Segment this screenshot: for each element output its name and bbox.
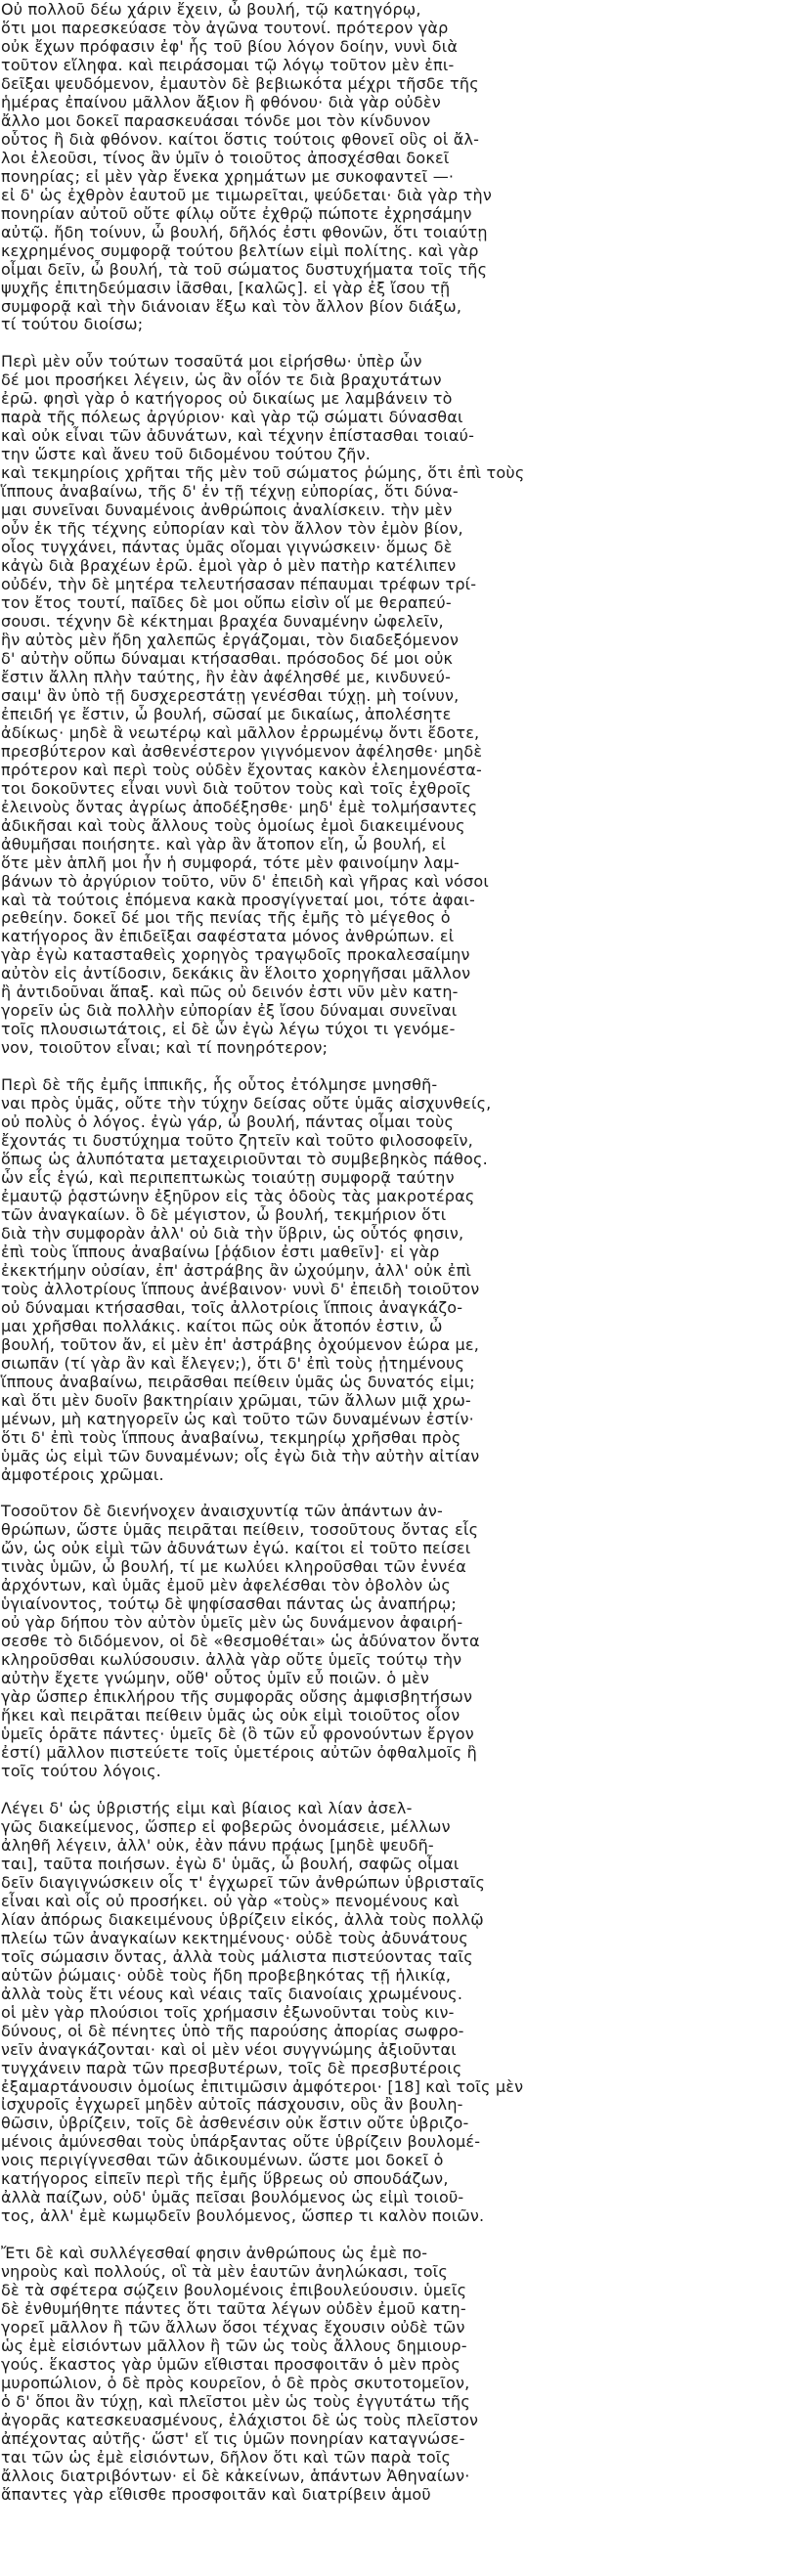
text-line: ἀγορᾶς κατεσκευασμένους, ἐλάχιστοι δὲ ὡς τοὺς πλεῖστον	[1, 2410, 479, 2429]
text-line: τον ἔτος τουτί, παῖδες δὲ μοι οὔπω εἰσὶν οἵ με θεραπεύ-	[1, 593, 452, 612]
text-line: σιωπᾶν (τί γὰρ ἂν καὶ ἔλεγεν;), ὅτι δ' ἐπὶ τοὺς ᾐτημένους	[1, 1353, 465, 1373]
text-line: ἀδίκως· μηδὲ ἃ νεωτέρῳ καὶ μᾶλλον ἐρρωμένῳ ὄντι ἔδοτε,	[1, 722, 480, 742]
text-line: τοὺς ἀλλοτρίους ἵππους ἀνέβαινον· νυνὶ δ' ἐπειδὴ τοιοῦτον	[1, 1279, 480, 1298]
text-line: νηροὺς καὶ πολλούς, οἳ τὰ μὲν ἑαυτῶν ἀνηλώκασι, τοῖς	[1, 2262, 448, 2282]
text-line: θρώπων, ὥστε ὑμᾶς πειρᾶται πείθειν, τοσοῦτους ὄντας εἷς	[1, 1520, 479, 1540]
text-line: θῶσιν, ὑβρίζειν, τοῖς δὲ ἀσθενέσιν οὐκ ἔστιν οὔτε ὑβριζο-	[1, 2114, 469, 2133]
text-line: ἀληθῆ λέγειν, ἀλλ' οὐκ, ἐὰν πάνυ πρᾴως [μηδὲ ψευδῆ-	[1, 1835, 434, 1855]
text-line: ὅτε μὲν ἁπλῆ μοι ἦν ἡ συμφορά, τότε μὲν φαινοίμην λαμ-	[1, 852, 460, 872]
text-line: την ὥστε καὶ ἄνευ τοῦ διδομένου τούτου ζῆν.	[1, 445, 372, 464]
text-line: ὅτι δ' ἐπὶ τοὺς ἵππους ἀναβαίνω, τεκμηρίῳ χρῆσθαι πρὸς	[1, 1427, 461, 1447]
text-line: οἱ μὲν γὰρ πλούσιοι τοῖς χρήμασιν ἐξωνοῦνται τοὺς κιν-	[1, 2002, 455, 2022]
text-line: γορεῖν ὡς διὰ πολλὴν εὐπορίαν ἐξ ἴσου δύναμαι συνεῖναι	[1, 1001, 458, 1021]
text-line: ρεθείην. δοκεῖ δέ μοι τῆς πενίας τῆς ἐμῆς τὸ μέγεθος ὁ	[1, 908, 451, 928]
text-line: ὅτι μοι παρεσκεύασε τὸν ἀγῶνα τουτονί. πρότερον γὰρ	[1, 18, 449, 37]
text-line: νον, τοιοῦτον εἶναι; καὶ τί πονηρότερον;	[1, 1038, 329, 1058]
text-line: ἀθυμῆσαι ποιήσητε. καὶ γὰρ ἂν ἄτοπον εἴη, ὦ βουλή, εἰ	[1, 834, 447, 853]
text-line: ἐπὶ τοὺς ἵππους ἀναβαίνω [ῥᾴδιον ἐστι μαθεῖν]· εἰ γὰρ	[1, 1242, 440, 1261]
text-line: βουλή, τοῦτον ἄν, εἰ μὲν ἐπ' ἀστράβης ὀχούμενον ἑώρα με,	[1, 1334, 480, 1354]
text-line: καὶ οὐκ εἶναι τῶν ἀδυνάτων, καὶ τέχνην ἐπίστασθαι τοιαύ-	[1, 426, 475, 446]
text-line: ὡς ἐμὲ εἰσιόντων μᾶλλον ἢ τῶν ὡς τοὺς ἄλλους δημιουρ-	[1, 2336, 467, 2356]
paragraph	[1, 0, 790, 333]
text-line: γὰρ ἐγὼ κατασταθεὶς χορηγὸς τραγῳδοῖς προκαλεσαίμην	[1, 945, 470, 965]
paragraph	[1, 1799, 790, 2225]
text-line: λοι ἐλεοῦσι, τίνος ἂν ὑμῖν ὁ τοιοῦτος ἀποσχέσθαι δοκεῖ	[1, 148, 450, 167]
text-line: οὐ γὰρ δήπου τὸν αὐτὸν ὑμεῖς μὲν ὡς δυνάμενον ἀφαιρή-	[1, 1613, 463, 1633]
text-line: μένων, μὴ κατηγορεῖν ὡς καὶ τοῦτο τῶν δυναμένων ἐστίν·	[1, 1409, 474, 1428]
text-line: τοῖς πλουσιωτάτοις, εἰ δὲ ὧν ἐγὼ λέγω τύχοι τι γενόμε-	[1, 1020, 456, 1039]
text-line: βάνων τὸ ἀργύριον τοῦτο, νῦν δ' ἐπειδὴ καὶ γῆρας καὶ νόσοι	[1, 871, 489, 891]
text-line: ἡμέρας ἐπαίνου μᾶλλον ἄξιον ἢ φθόνου· διὰ γὰρ οὐδὲν	[1, 92, 441, 111]
text-line: δέ μοι προσήκει λέγειν, ὡς ἂν οἷόν τε διὰ βραχυτάτων	[1, 371, 442, 390]
text-line: αὐτῷ. ἤδη τοίνυν, ὦ βουλή, δῆλός ἐστι φθονῶν, ὅτι τοιαύτῃ	[1, 222, 488, 241]
paragraph	[1, 1502, 790, 1780]
text-line: Περὶ μὲν οὖν τούτων τοσαῦτά μοι εἰρήσθω· ὑπὲρ ὧν	[1, 352, 422, 371]
text-line: μαι χρῆσθαι πολλάκις. καίτοι πῶς οὐκ ἄτοπόν ἐστιν, ὦ	[1, 1316, 443, 1335]
text-line: τυγχάνειν παρὰ τῶν πρεσβυτέρων, τοῖς δὲ πρεσβυτέροις	[1, 2058, 462, 2077]
text-line: ἐλεινοὺς ὄντας ἀγρίως ἀποδέξησθε· μηδ' ἐμὲ τολμήσαντες	[1, 797, 478, 816]
text-line: τινὰς ὑμῶν, ὦ βουλή, τί με κωλύει κληροῦσθαι τῶν ἐννέα	[1, 1557, 467, 1577]
text-line: ὅπως ὡς ἀλυπότατα μεταχειριοῦνται τὸ συμβεβηκὸς πάθος.	[1, 1150, 488, 1169]
text-line: ἔχοντάς τι δυστύχημα τοῦτο ζητεῖν καὶ τοῦτο φιλοσοφεῖν,	[1, 1131, 473, 1151]
text-line: νεῖν ἀναγκάζονται· καὶ οἱ μὲν νέοι συγγνώμης ἀξιοῦνται	[1, 2039, 457, 2059]
text-line: κἀγὼ διὰ βραχέων ἐρῶ. ἐμοὶ γὰρ ὁ μὲν πατὴρ κατέλιπεν	[1, 556, 457, 576]
text-line: οὐ πολὺς ὁ λόγος. ἐγὼ γάρ, ὦ βουλή, πάντας οἶμαι τοὺς	[1, 1113, 455, 1132]
text-line: ἐρῶ. φησὶ γὰρ ὁ κατήγορος οὐ δικαίως με λαμβάνειν τὸ	[1, 389, 453, 409]
text-line: οὗτος ἢ διὰ φθόνον. καίτοι ὅστις τούτοις φθονεῖ οὓς οἱ ἄλ-	[1, 129, 480, 149]
text-line: γούς. ἕκαστος γὰρ ὑμῶν εἴθισται προσφοιτᾶν ὁ μὲν πρὸς	[1, 2355, 461, 2375]
text-line: κεχρημένος συμφορᾷ τούτου βελτίων εἰμὶ πολίτης. καὶ γὰρ	[1, 240, 479, 260]
text-line: ὑμεῖς ὁρᾶτε πάντες· ὑμεῖς δὲ (ὃ τῶν εὖ φρονούντων ἔργον	[1, 1725, 474, 1744]
text-line: λίαν ἀπόρως διακειμένους ὑβρίζειν εἰκός, ἀλλὰ τοὺς πολλῷ	[1, 1909, 484, 1929]
text-line: μυροπώλιον, ὁ δὲ πρὸς κουρεῖον, ὁ δὲ πρὸς σκυτοτομεῖον,	[1, 2374, 470, 2392]
text-line: ἐστί) μᾶλλον πιστεύετε τοῖς ὑμετέροις αὐτῶν ὀφθαλμοῖς ἢ	[1, 1743, 477, 1763]
text-line: πρότερον καὶ περὶ τοὺς οὐδὲν ἔχοντας κακὸν ἐλεημονέστα-	[1, 760, 482, 779]
text-line: οἶμαι δεῖν, ὦ βουλή, τὰ τοῦ σώματος δυστυχήματα τοῖς τῆς	[1, 259, 488, 279]
text-line: ἀδικῆσαι καὶ τοὺς ἄλλους τοὺς ὁμοίως ἐμοὶ διακειμένους	[1, 815, 465, 835]
text-line: γορεῖ μᾶλλον ἢ τῶν ἄλλων ὅσοι τέχνας ἔχουσιν οὐδὲ τῶν	[1, 2318, 465, 2337]
text-line: ὧν εἷς ἐγώ, καὶ περιπεπτωκὼς τοιαύτῃ συμφορᾷ ταύτην	[1, 1168, 455, 1188]
text-line: ἵππους ἀναβαίνω, πειρᾶσθαι πείθειν ὑμᾶς ὡς δυνατός εἰμι;	[1, 1372, 475, 1391]
paragraph	[1, 352, 790, 1057]
text-line: Οὐ πολλοῦ δέω χάριν ἔχειν, ὦ βουλή, τῷ κατηγόρῳ,	[1, 0, 421, 19]
text-line: τοῖς σώμασιν ὄντας, ἀλλὰ τοὺς μάλιστα πιστεύοντας ταῖς	[1, 1946, 473, 1966]
text-line: αὑτῶν ῥώμαις· οὐδὲ τοὺς ἤδη προβεβηκότας τῇ ἡλικίᾳ,	[1, 1965, 452, 1985]
text-line: τί τούτου διοίσω;	[1, 315, 144, 334]
text-line: δ' αὐτὴν οὔπω δύναμαι κτήσασθαι. πρόσοδος δέ μοι οὐκ	[1, 648, 454, 668]
paragraph	[1, 2244, 790, 2504]
text-line: Λέγει δ' ὡς ὑβριστής εἰμι καὶ βίαιος καὶ λίαν ἀσελ-	[1, 1798, 413, 1817]
text-line: ἀλλὰ παίζων, οὐδ' ὑμᾶς πεῖσαι βουλόμενος ὡς εἰμὶ τοιοῦ-	[1, 2188, 464, 2207]
text-line: ἀμφοτέροις χρῶμαι.	[1, 1464, 164, 1484]
text-line: τοι δοκοῦντες εἶναι νυνὶ διὰ τοῦτον τοὺς καὶ τοῖς ἐχθροῖς	[1, 778, 472, 798]
text-line: γὰρ ὥσπερ ἐπικλήρου τῆς συμφορᾶς οὔσης ἀμφισβητήσων	[1, 1687, 473, 1707]
text-line: οὐκ ἔχων πρόφασιν ἐφ' ἧς τοῦ βίου λόγον δοίην, νυνὶ διὰ	[1, 36, 459, 56]
paragraph	[1, 1075, 790, 1483]
text-line: Περὶ δὲ τῆς ἐμῆς ἱππικῆς, ἧς οὗτος ἐτόλμησε μνησθῆ-	[1, 1075, 438, 1095]
text-line: κληροῦσθαι κωλύσουσιν. ἀλλὰ γὰρ οὔτε ὑμεῖς τούτῳ τὴν	[1, 1650, 462, 1670]
text-line: πονηρίαν αὐτοῦ οὔτε φίλῳ οὔτε ἐχθρῷ πώποτε ἐχρησάμην	[1, 203, 472, 223]
text-line: ἀλλὰ τοὺς ἔτι νέους καὶ νέαις ταῖς διανοίαις χρωμένους.	[1, 1984, 463, 2003]
text-line: καὶ τεκμηρίοις χρῆται τῆς μὲν τοῦ σώματος ῥώμης, ὅτι ἐπὶ τοὺς	[1, 463, 525, 483]
text-line: τῶν ἀναγκαίων. ὃ δὲ μέγιστον, ὦ βουλή, τεκμήριον ὅτι	[1, 1204, 447, 1224]
text-line: ἐκεκτήμην οὐσίαν, ἐπ' ἀστράβης ἂν ὠχούμην, ἀλλ' οὐκ ἐπὶ	[1, 1260, 472, 1280]
text-line: ἔστιν ἄλλη πλὴν ταύτης, ἣν ἐὰν ἀφέλησθέ με, κινδυνεύ-	[1, 667, 452, 686]
text-line: ἅπαντες γὰρ εἴθισθε προσφοιτᾶν καὶ διατρίβειν ἁμοῦ	[1, 2484, 431, 2504]
text-line: ἀπέχοντας αὐτῆς· ὥστ' εἴ τις ὑμῶν πονηρίαν καταγνώσε-	[1, 2428, 465, 2448]
text-line: νοις περιγίγνεσθαι τῶν ἀδικουμένων. ὥστε μοι δοκεῖ ὁ	[1, 2151, 444, 2170]
text-line: καὶ τὰ τούτοις ἑπόμενα κακὰ προσγίγνεταί μοι, τότε ἀφαι-	[1, 890, 475, 909]
text-line: τοῖς τούτου λόγοις.	[1, 1762, 161, 1781]
text-line: Τοσοῦτον δὲ διενήνοχεν ἀναισχυντίᾳ τῶν ἁπάντων ἀν-	[1, 1502, 444, 1521]
text-line: ὑμᾶς ὡς εἰμὶ τῶν δυναμένων; οἷς ἐγὼ διὰ τὴν αὐτὴν αἰτίαν	[1, 1446, 480, 1465]
text-line: καὶ ὅτι μὲν δυοῖν βακτηρίαιν χρῶμαι, τῶν ἄλλων μιᾷ χρω-	[1, 1390, 471, 1410]
text-line: ναι πρὸς ὑμᾶς, οὔτε τὴν τύχην δείσας οὔτε ὑμᾶς αἰσχυνθείς,	[1, 1094, 492, 1113]
text-line: ἐξαμαρτάνουσιν ὁμοίως ἐπιτιμῶσιν ἀμφότεροι· [18] καὶ τοῖς μὲν	[1, 2076, 524, 2096]
text-line: ψυχῆς ἐπιτηδεύμασιν ἰᾶσθαι, [καλῶς]. εἰ γὰρ ἐξ ἴσου τῇ	[1, 278, 451, 297]
text-line: μένοις ἀμύνεσθαι τοὺς ὑπάρξαντας οὔτε ὑβρίζειν βουλομέ-	[1, 2132, 481, 2152]
text-line: ἀρχόντων, καὶ ὑμᾶς ἐμοῦ μὲν ἀφελέσθαι τὸν ὀβολὸν ὡς	[1, 1576, 451, 1595]
text-line: συμφορᾷ καὶ τὴν διάνοιαν ἕξω καὶ τὸν ἄλλον βίον διάξω,	[1, 296, 462, 316]
text-line: δύνους, οἱ δὲ πένητες ὑπὸ τῆς παρούσης ἀπορίας σωφρο-	[1, 2021, 464, 2040]
text-line: μαι συνεῖναι δυναμένοις ἀνθρώποις ἀναλίσκειν. τὴν μὲν	[1, 501, 453, 520]
text-line: ται τῶν ὡς ἐμὲ εἰσιόντων, δῆλον ὅτι καὶ τῶν παρὰ τοῖς	[1, 2447, 452, 2467]
text-line: κατήγορος ἂν ἐπιδεῖξαι σαφέστατα μόνος ἀνθρώπων. εἰ	[1, 927, 455, 946]
text-line: δεῖν διαγιγνώσκειν οἷς τ' ἐγχωρεῖ τῶν ἀνθρώπων ὑβρισταῖς	[1, 1872, 486, 1892]
text-line: οὐδέν, τὴν δὲ μητέρα τελευτήσασαν πέπαυμαι τρέφων τρί-	[1, 575, 477, 594]
text-line: ἄλλο μοι δοκεῖ παρασκευάσαι τόνδε μοι τὸν κίνδυνον	[1, 110, 431, 130]
text-line: ἐπειδή γε ἔστιν, ὦ βουλή, σῶσαί με δικαίως, ἀπολέσητε	[1, 704, 452, 723]
text-line: εἰ δ' ὡς ἐχθρὸν ἑαυτοῦ με τιμωρεῖται, ψεύδεται· διὰ γὰρ τὴν	[1, 185, 492, 204]
text-line: αὐτὴν ἔχετε γνώμην, οὔθ' οὗτος ὑμῖν εὖ ποιῶν. ὁ μὲν	[1, 1669, 430, 1688]
text-line: γῶς διακείμενος, ὥσπερ εἰ φοβερῶς ὀνομάσειε, μέλλων	[1, 1816, 451, 1836]
text-line: ἢ ἀντιδοῦναι ἅπαξ. καὶ πῶς οὐ δεινόν ἐστι νῦν μὲν κατη-	[1, 982, 459, 1002]
text-line: οἷος τυγχάνει, πάντας ὑμᾶς οἴομαι γιγνώσκειν· ὅμως δὲ	[1, 538, 453, 557]
text-line: παρὰ τῆς πόλεως ἀργύριον· καὶ γὰρ τῷ σώματι δύνασθαι	[1, 408, 463, 427]
text-line: ὤν, ὡς οὐκ εἰμὶ τῶν ἀδυνάτων ἐγώ. καίτοι εἰ τοῦτο πείσει	[1, 1539, 471, 1558]
text-line: ἣν αὐτὸς μὲν ἤδη χαλεπῶς ἐργάζομαι, τὸν διαδεξόμενον	[1, 630, 460, 649]
text-line: ὁ δ' ὅποι ἂν τύχῃ, καὶ πλεῖστοι μὲν ὡς τοὺς ἐγγυτάτω τῆς	[1, 2391, 470, 2411]
text-line: πρεσβύτερον καὶ ἀσθενέστερον γιγνόμενον ἀφέλησθε· μηδὲ	[1, 741, 483, 761]
text-line: τοῦτον εἴληφα. καὶ πειράσομαι τῷ λόγῳ τοῦτον μὲν ἐπι-	[1, 55, 455, 74]
text-line: ἐμαυτῷ ῥᾳστώνην ἐξηῦρον εἰς τὰς ὁδοὺς τὰς μακροτέρας	[1, 1187, 475, 1205]
text-line: τος, ἀλλ' ἐμὲ κωμῳδεῖν βουλόμενος, ὥσπερ τι καλὸν ποιῶν.	[1, 2206, 485, 2226]
text-line: σαιμ' ἂν ὑπὸ τῇ δυσχερεστάτῃ γενέσθαι τύχῃ. μὴ τοίνυν,	[1, 685, 460, 705]
text-line: διὰ τὴν συμφορὰν ἀλλ' οὐ διὰ τὴν ὕβριν, ὡς οὗτός φησιν,	[1, 1223, 464, 1243]
text-line: ἥκει καὶ πειρᾶται πείθειν ὑμᾶς ὡς οὐκ εἰμὶ τοιοῦτος οἷον	[1, 1706, 461, 1725]
text-line: οὖν ἐκ τῆς τέχνης εὐπορίαν καὶ τὸν ἄλλον τὸν ἐμὸν βίον,	[1, 519, 463, 539]
text-line: ὑγιαίνοντος, τούτῳ δὲ ψηφίσασθαι πάντας ὡς ἀναπήρῳ;	[1, 1594, 457, 1614]
text-line: δεῖξαι ψευδόμενον, ἐμαυτὸν δὲ βεβιωκότα μέχρι τῆσδε τῆς	[1, 73, 479, 93]
text-line: αὐτὸν εἰς ἀντίδοσιν, δεκάκις ἂν ἕλοιτο χορηγῆσαι μᾶλλον	[1, 964, 471, 983]
text-line: εἶναι καὶ οἷς οὐ προσήκει. οὐ γὰρ «τοὺς» πενομένους καὶ	[1, 1891, 460, 1910]
text-line: δὲ τὰ σφέτερα σῴζειν βουλομένοις ἐπιβουλεύουσιν. ὑμεῖς	[1, 2281, 467, 2300]
text-line: ται], ταῦτα ποιήσων. ἐγὼ δ' ὑμᾶς, ὦ βουλή, σαφῶς οἶμαι	[1, 1854, 460, 1873]
text-line: σουσι. τέχνην δὲ κέκτημαι βραχέα δυναμένην ὠφελεῖν,	[1, 611, 444, 631]
text-line: ἄλλοις διατριβόντων· εἰ δὲ κἀκείνων, ἁπάντων Ἀθηναίων·	[1, 2466, 470, 2485]
text-line: ἰσχυροῖς ἐγχωρεῖ μηδὲν αὐτοῖς πάσχουσιν, οὓς ἂν βουλη-	[1, 2095, 463, 2115]
text-line: σεσθε τὸ διδόμενον, οἱ δὲ «θεσμοθέται» ὡς ἀδύνατον ὄντα	[1, 1632, 480, 1651]
text-line: δὲ ἐνθυμήθητε πάντες ὅτι ταῦτα λέγων οὐδὲν ἐμοῦ κατη-	[1, 2299, 466, 2319]
text-line: πλείω τῶν ἀναγκαίων κεκτημένους· οὐδὲ τοὺς ἀδυνάτους	[1, 1928, 468, 1947]
text-line: πονηρίας; εἰ μὲν γὰρ ἕνεκα χρημάτων με συκοφαντεῖ —·	[1, 166, 455, 186]
text-line: οὐ δύναμαι κτήσασθαι, τοῖς ἀλλοτρίοις ἵπποις ἀναγκάζο-	[1, 1297, 463, 1317]
text-line: κατήγορος εἰπεῖν περὶ τῆς ἐμῆς ὕβρεως οὐ σπουδάζων,	[1, 2169, 449, 2189]
text-line: Ἔτι δὲ καὶ συλλέγεσθαί φησιν ἀνθρώπους ὡς ἐμὲ πο-	[1, 2244, 428, 2263]
text-line: ἵππους ἀναβαίνω, τῆς δ' ἐν τῇ τέχνῃ εὐπορίας, ὅτι δύνα-	[1, 482, 459, 502]
